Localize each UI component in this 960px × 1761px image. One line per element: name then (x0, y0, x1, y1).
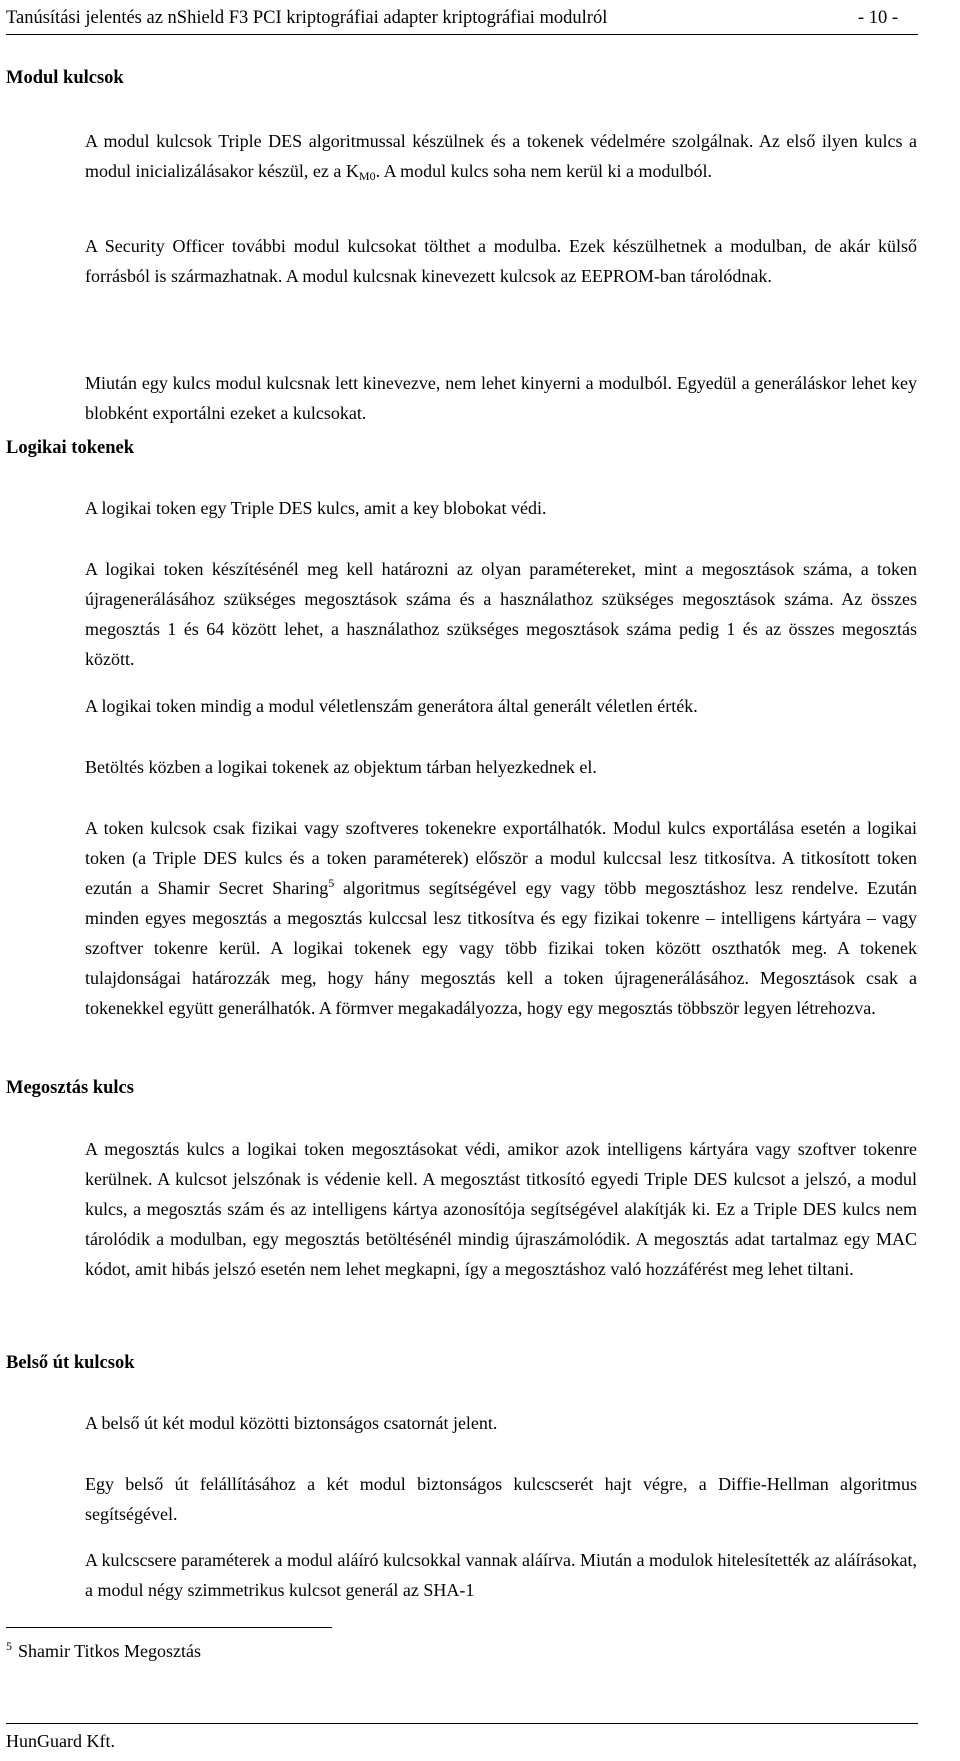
paragraph-logikai-tokenek-3: A logikai token mindig a modul véletlenszám generátora által generált véletlen érték. (85, 696, 698, 716)
footnote-ref-5: 5 (328, 876, 335, 890)
page-footer (6, 1723, 918, 1758)
paragraph-logikai-tokenek-4: Betöltés közben a logikai tokenek az objektum tárban helyezkednek el. (85, 757, 597, 777)
paragraph-belso-ut-kulcsok-3: A kulcscsere paraméterek a modul aláíró kulcsokkal vannak aláírva. Miután a modulok hitelesítették az aláírásokat, a modul négy szimmetrikus kulcsot generál az SHA-1 (85, 1550, 917, 1600)
paragraph-modul-kulcsok-2: A Security Officer további modul kulcsokat tölthet a modulba. Ezek készülhetnek a modulban, de akár külső forrásból is származhatnak. A modul kulcsnak kinevezett kulcsok az EEPROM-ban tárolódnak. (85, 236, 917, 286)
footnote-number: 5 (6, 1639, 12, 1653)
paragraph-logikai-tokenek-5: A token kulcsok csak fizikai vagy szoftveres tokenekre exportálhatók. Modul kulcs exportálása esetén a logikai token (a Triple DES kulcs és a token paraméterek) először a modul kulccsal lesz titkosítva. A titkosított token ezután a Shamir Secret Sharing$^5$ algoritmus segítségével egy vagy több megosztáshoz lesz rendelve. Ezután minden egyes megosztás a megosztás kulccsal lesz titkosítva és egy fizikai tokenre – intelligens kártyára – vagy szoftver tokenre kerül. A logikai tokenek egy vagy több fizikai token között oszthatók meg. A tokenek tulajdonságai határozzák meg, hogy hány megosztás kell a token újragenerálásához. Megosztások csak a tokenekkel együtt generálhatók. A förmver megakadályozza, hogy egy megosztás többször legyen létrehozva. (85, 818, 917, 1018)
footnote-separator (6, 1627, 332, 1628)
paragraph-megosztas-kulcs-1: A megosztás kulcs a logikai token megosztásokat védi, amikor azok intelligens kártyára vagy szoftver tokenre kerülnek. A kulcsot jelszónak is védenie kell. A megosztást titkosító egyedi Triple DES kulcsot a jelszó, a modul kulcs, a megosztás szám és az intelligens kártya azonosítója segítségével alakítják ki. Ez a Triple DES kulcs nem tárolódik a modulban, egy megosztás betöltésénél mindig újraszámolódik. A megosztás adat tartalmaz egy MAC kódot, amit hibás jelszó esetén nem lehet megkapni, így a megosztáshoz való hozzáférést meg lehet tiltani. (85, 1139, 917, 1279)
paragraph-logikai-tokenek-1: A logikai token egy Triple DES kulcs, amit a key blobokat védi. (85, 498, 547, 518)
page-number: - 10 - (857, 8, 898, 28)
paragraph-modul-kulcsok-3: Miután egy kulcs modul kulcsnak lett kinevezve, nem lehet kinyerni a modulból. Egyedül a generáláskor lehet key blobként exportálni ezeket a kulcsokat. (85, 373, 917, 423)
footnote (6, 1639, 201, 1663)
heading-megosztas-kulcs: Megosztás kulcs (6, 1078, 134, 1098)
paragraph-modul-kulcsok-1: A modul kulcsok Triple DES algoritmussal készülnek és a tokenek védelmére szolgálnak. Az első ilyen kulcs a modul inicializálásakor készül, ez a $K_{M0}$. A modul kulcs soha nem kerül ki a modulból. (85, 131, 917, 183)
heading-modul-kulcsok: Modul kulcsok (6, 68, 124, 88)
heading-logikai-tokenek: Logikai tokenek (6, 438, 134, 458)
page-header (6, 4, 918, 35)
paragraph-belso-ut-kulcsok-2: Egy belső út felállításához a két modul biztonságos kulcscserét hajt végre, a Diffie-Hellman algoritmus segítségével. (85, 1474, 917, 1524)
document-title: Tanúsítási jelentés az nShield F3 PCI kriptográfiai adapter kriptográfiai modulról (6, 8, 608, 28)
footnote-text: Shamir Titkos Megosztás (18, 1641, 202, 1661)
paragraph-logikai-tokenek-2: A logikai token készítésénél meg kell határozni az olyan paramétereket, mint a megosztások száma, a token újragenerálásához szükséges megosztások száma és a használathoz szükséges megosztások száma. Az összes megosztás 1 és 64 között lehet, a használathoz szükséges megosztások száma pedig 1 és az összes megosztás között. (85, 559, 917, 669)
footer-company: HunGuard Kft. (6, 1731, 115, 1751)
subscript-m0: M0 (358, 169, 376, 183)
paragraph-belso-ut-kulcsok-1: A belső út két modul közötti biztonságos csatornát jelent. (85, 1413, 498, 1433)
heading-belso-ut-kulcsok: Belső út kulcsok (6, 1353, 135, 1373)
